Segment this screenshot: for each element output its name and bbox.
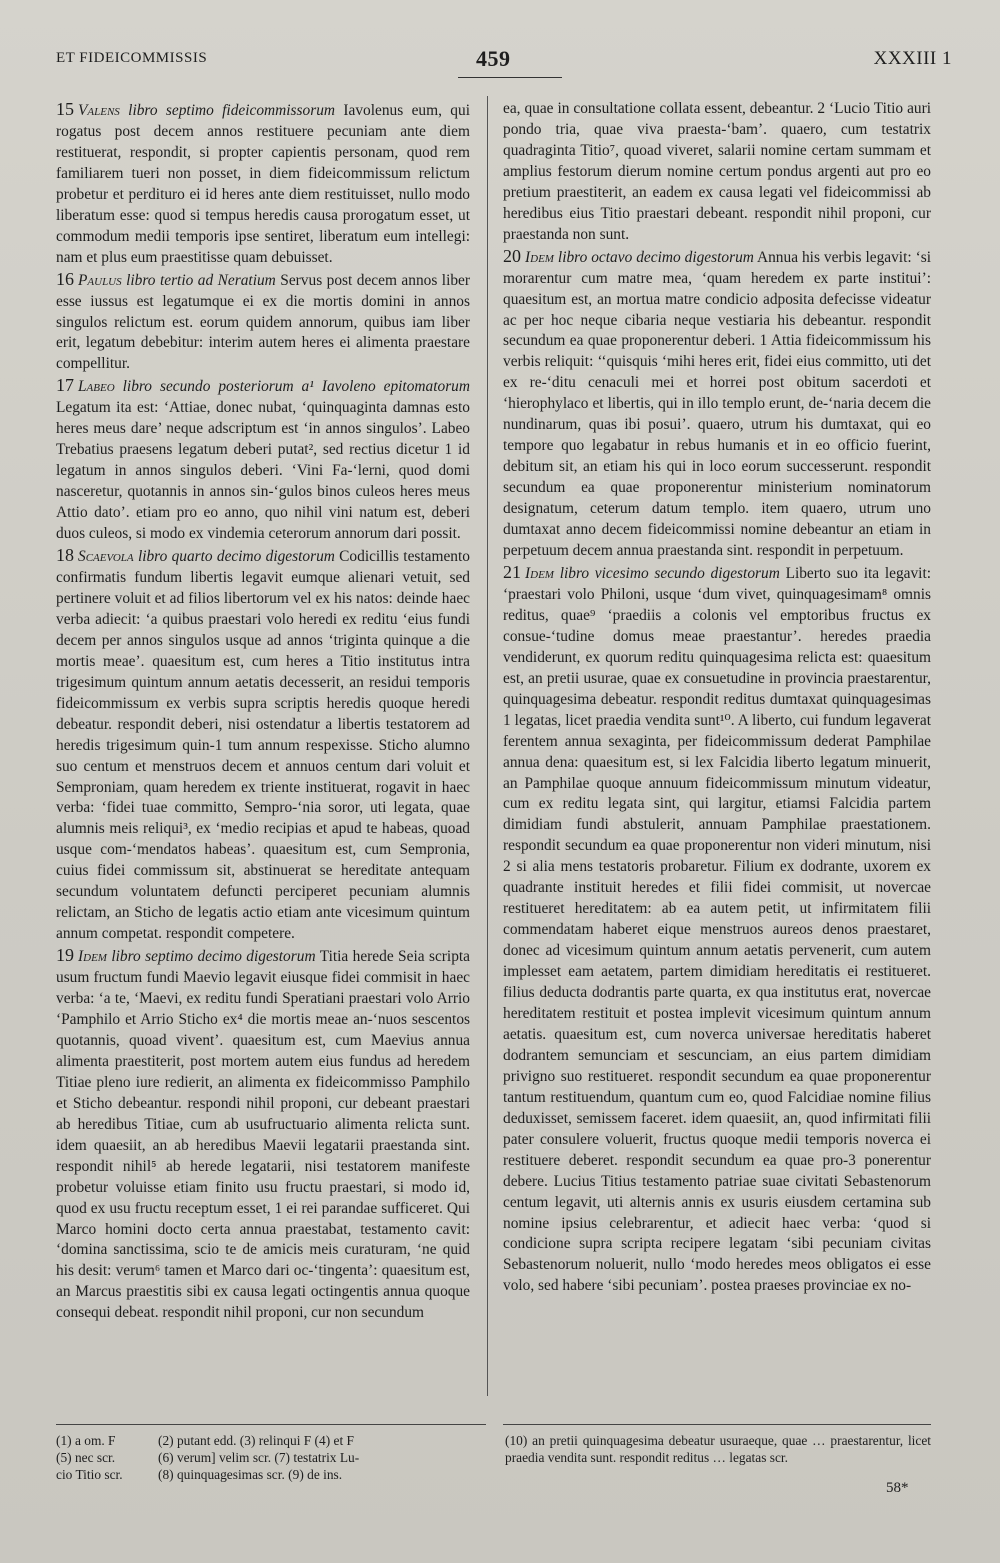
jurist-name: Idem (525, 248, 554, 266)
fragment-number: 18 (56, 545, 74, 566)
signature-mark: 58* (886, 1480, 909, 1496)
inscription: libro secundo posteriorum a¹ Iavoleno epitomatorum (122, 378, 470, 396)
inscription: libro septimo fideicommissorum (128, 102, 336, 119)
jurist-name: Valens (78, 102, 120, 119)
fragment-text: Titia herede Seia scripta usum fructum fundi Maevio legavit eiusque fidei commisit in haec verba: ‘a te, ‘Maevi, ex reditu fundi Speratiani praestari volo Arrio ‘Pamphilo et Arrio Sticho ex⁴ die mortis meae an-‘nuos sescentos quotannis, quoad vivent’. quaesitum est, cum Maevius annua alimenta praestiterit, post mortem autem eius fundus ad heredem Titiae pleno iure redierit, an alimenta ex fideicommisso Pamphilo et Sticho debeantur. respondi nihil proponi, cur debeant praestari ab heredibus Titiae, cum ab usufructuario alimenta relicta sunt. idem quaesiit, an ab heredibus Maevii legatarii praestanda sint. respondit nihil⁵ ab herede legatarii, nisi testatorem manifeste probetur voluisse etiam finito usu fructu praestari, si modo id, quod ex usu fructu receptum esset, 1 ei rei parandae sufficeret. Qui Marco homini docto certa annua praestabat, testamento cavit: ‘domina sanctissima, scio te de amicis meis curaturam, ‘ne quid his desit: verum⁶ tamen et Marco dari oc-‘tingenta’: quaesitum est, an Marcus praestitis sibi ex causa legati octingentis annua quoque consequi debeat. respondit nihil proponi, cur non secundum (56, 948, 470, 1322)
fragment-paragraph (503, 99, 931, 246)
fragment-paragraph (56, 945, 470, 1324)
inscription: libro octavo decimo digestorum (557, 248, 754, 266)
fragment-number: 21 (503, 561, 521, 582)
footnote-rule-right (503, 1424, 931, 1425)
left-column (56, 99, 470, 1324)
fragment-number: 19 (56, 945, 74, 966)
fragment-paragraph (503, 562, 931, 1297)
footnote-line: (5) nec scr. (56, 1450, 116, 1465)
fragment-paragraph (56, 375, 470, 545)
fragment-number: 16 (56, 268, 74, 289)
fragment-number: 15 (56, 99, 74, 119)
title-reference: XXXIII 1 (873, 48, 952, 69)
footnote-rule-left (56, 1424, 486, 1425)
fragment-paragraph (503, 246, 931, 562)
fragment-number: 20 (503, 245, 521, 266)
jurist-name: Labeo (78, 378, 115, 396)
fragment-text: Liberto suo ita legavit: ‘praestari volo Philoni, usque ‘dum vivet, quinquagesimam⁸ omnis reditus, quae⁹ ‘praediis a colonis vel emptoribus fructus ex consue-‘tudine domus meae praestantur’. heredes praedia vendiderunt, ex quorum reditu quinquagesima relicta est: quaesitum est, an pretii usurae, quae ex consuetudine in provincia praestarentur, quinquagesima debeatur. respondit reditus dumtaxat quinquagesimas 1 legatas, licet praedia vendita sunt¹⁰. A liberto, cui fundum legaverat ferentem annua sexaginta, per fideicommissum dederat Pamphilae annua dena: quaesitum est, si lex Falcidia liberto legatum minuerit, an Pamphilae quoque annuum fideicommissum minutum videatur, cum ex reditu legata sint, qui largitur, etiamsi Falcidia partem dimidiam fundi abstulerit, annuam Pamphilae praestationem. respondit secundum ea quae proponerentur non videri minutum, nisi 2 si alia mens testatoris probaretur. Filium ex dodrante, uxorem ex quadrante instituit heredes et filii fidei commisit, ut novercae restitueret hereditatem: ab ea autem petit, ut infirmitatem filii commendatam haberet eique menstruos aureos denos praestaret, donec ad vicesimum quintum annum aetatis pervenerit, cum autem implesset eam aetatem, partem dimidiam hereditatis ei restitueret. filius deducta dodrantis parte quarta, ex qua institutus erat, novercae hereditatem restituit et postea implevit vicesimum quintum annum aetatis. quaesitum est, cum noverca universae hereditatis haberet dodrantem semunciam et sescunciam, an eius partem dimidiam privigno suo restitueret. respondit secundum ea quae proponerentur tantum restituendum, quantum cum eo, quod Falcidiae nomine filius deduxisset, semissem faceret. idem quaesiit, an, quod infirmitati filii pater consulere voluerit, fructus quoque medii temporis noverca ei restituere deberet. respondit secundum ea quae pro-3 ponerentur debere. Lucius Titius testamento patriae suae civitati Sebastenorum centum legavit, uti alternis annis ex usuris eiusdem certamina sub nomine ipsius celebrarentur, et adiecit haec verba: ‘quod si condicione supra scripta recipere legatam ‘sibi pecuniam civitas Sebastenorum noluerit, nullo ‘modo heredes meos obligatos ei esse volo, sed habere ‘sibi pecuniam’. postea praeses provinciae ex no- (503, 564, 931, 1295)
running-head-title: ET FIDEICOMMISSIS (56, 50, 208, 66)
header-rule (458, 77, 562, 78)
fragment-number: 17 (56, 375, 74, 396)
fragment-text: Legatum ita est: ‘Attiae, donec nubat, ‘quinquaginta damnas esto heres meus dare’ neque adscriptum est ‘in annos singulos’. Labeo Trebatius praesens legatum deberi putat², sed rectius dicetur 1 id legatum in annos singulos deberi. ‘Vini Fa-‘lerni, quod domi nasceretur, quotannis in annos sin-‘gulos binos culeos heres meus Attio dato’. etiam pro eo anno, quo nihil vini natum est, deberi duos culeos, si modo ex vindemia ceterorum annorum dari possit. (56, 399, 470, 543)
fragment-text: Annua his verbis legavit: ‘si morarentur cum matre mea, ‘quam heredem ex parte institui’: quaesitum est, an mortua matre condicio adposita defecisse videatur ac per hoc neque cibaria neque vestiaria his debeantur. respondit secundum ea quae proponerentur deberi. 1 Attia fideicommissum his verbis reliquit: ‘‘quisquis ‘mihi heres erit, fidei eius committo, uti det ex re-‘ditu cenaculi mei et horrei post obitum sacerdoti et ‘hierophylaco et libertis, qui in illo templo erunt, de-‘naria decem die nundinarum, quas ibi posui’. quaero, utrum his dumtaxat, qui eo tempore quo legabatur in rebus humanis et in eo officio fuerint, debitum sit, an etiam his qui in loco eorum successerunt. respondit secundum ea quae proponerentur ministerium nominatorum designatum, ceterum datum templo. item quaero, utrum uno dumtaxat anno decem fideicommissi nomine debeantur an etiam in perpetuum decem annua praestanda sint. respondit in perpetuum. (503, 248, 931, 560)
inscription: libro septimo decimo digestorum (111, 948, 316, 966)
fragment-text: ea, quae in consultatione collata essent, debeantur. 2 ‘Lucio Titio auri pondo tria, quae viva praesta-‘bam’. quaero, cum testatrix quadraginta Titio⁷, quoad viveret, salarii nomine certam summam et amplius festorum dierum nomine certum pondus argenti aut pro eo pretium praestiterit, an eadem ex causa legati vel fideicommissi ab heredibus eius Titio praestari debeant. respondit nihil proponi, cur praestanda non sunt. (503, 100, 931, 243)
jurist-name: Idem (525, 564, 554, 582)
fragment-text: Iavolenus eum, qui rogatus post decem annos restituere pecuniam ante diem restituerat, respondit, si propter capientis personam, quod rem familiarem tueri non posset, in diem fideicommissum relictum probetur et perdituro ei id heres ante diem restituisset, nullo modo liberatum esse: quod si tempus heredis causa prorogatum esset, ut commodum medii temporis ipse sentiret, liberatum eum intellegi: nam et plus eum praestitisse quam debuisset. (56, 102, 470, 266)
fragment-paragraph (56, 545, 470, 945)
inscription: libro tertio ad Neratium (126, 271, 276, 289)
fragment-text: Codicillis testamento confirmatis fundum libertis legavit eumque alienari vetuit, sed pertinere voluit et ad filios libertorum vel ex his natos: deinde haec verba adiecit: ‘a quibus praestari volo heredi ex reditu ‘eius fundi decem per annos singulos usque ad annos ‘triginta quinque a die mortis meae’. quaesitum est, cum heres a Titio institutus intra trigesimum quintum annum aetatis decesserit, an residui temporis fideicommissum ex verbis supra scriptis heredis quoque heredi debeatur. respondit deberi, nisi ostendatur a libertis testatorem ad heredis trigesimum quin-1 tum annum respexisse. Sticho alumno suo centum et menstruos decem et annuos centum dari voluit et Semproniam, quam heredem ex triente instituerat, rogavit in haec verba: ‘fidei tuae committo, Sempro-‘nia soror, uti legata, quae alumnis meis reliqui³, ex ‘medio recipias et apud te habeas, quoad usque com-‘mendatos habeas’. quaesitum est, cum Sempronia, cuius fidei commissum sit, abstinuerat se hereditate antequam secundum voluntatem defuncti perciperet pecuniam alumnis relictam, an Sticho de legatis actio etiam ante vicesimum quintum annum competat. respondit competere. (56, 548, 470, 943)
footnotes-left-a (56, 1432, 146, 1483)
footnotes-left-b (158, 1432, 488, 1483)
inscription: libro vicesimo secundo digestorum (559, 564, 780, 582)
footnote-line: (8) quinquagesimas scr. (9) de ins. (158, 1467, 343, 1482)
fragment-text: Servus post decem annos liber esse iussus est legatumque ei ex die mortis domini in annos singulos relictum est. eorum quidem annorum, quibus iam liber erit, legatum debebitur: interim autem heres ei alimenta praestare compellitur. (56, 271, 470, 373)
jurist-name: Scaevola (78, 548, 134, 566)
footnote-line: (6) verum] velim scr. (7) testatrix Lu- (158, 1450, 360, 1465)
page-number: 459 (476, 46, 511, 71)
footnote-right: (10) an pretii quinquagesima debeatur usuraeque, quae … praestarentur, licet praedia vendita sunt. respondit reditus … legatas scr. (505, 1433, 931, 1465)
footnote-line: (1) a om. F (56, 1433, 116, 1448)
fragment-paragraph (56, 99, 470, 269)
footnote-line: cio Titio scr. (56, 1467, 123, 1482)
right-column (503, 99, 931, 1297)
jurist-name: Idem (78, 948, 107, 966)
fragment-paragraph (56, 269, 470, 376)
inscription: libro quarto decimo digestorum (137, 548, 335, 566)
column-divider (487, 96, 488, 1396)
footnote-line: (2) putant edd. (3) relinqui F (4) et F (158, 1433, 354, 1448)
jurist-name: Paulus (78, 271, 122, 289)
